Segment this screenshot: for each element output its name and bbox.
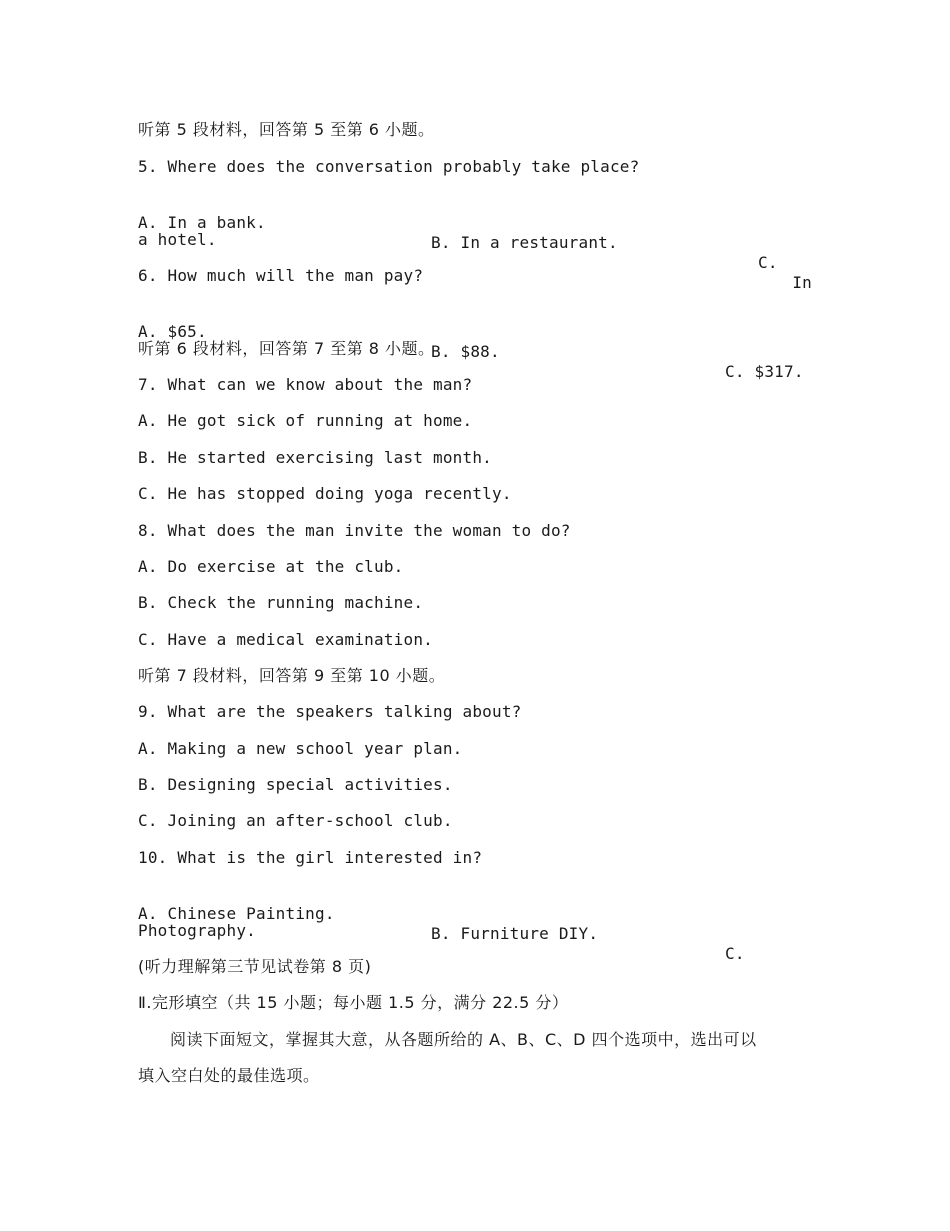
question-10: 10. What is the girl interested in? xyxy=(138,848,483,867)
question-5-options xyxy=(138,193,818,313)
option-c-continued: Photography. xyxy=(138,921,256,940)
option-b: B. $88. xyxy=(431,342,500,361)
option-a: A. He got sick of running at home. xyxy=(138,411,473,430)
option-c: C. He has stopped doing yoga recently. xyxy=(138,484,512,503)
option-c-start: In xyxy=(792,273,812,292)
option-b: B. In a restaurant. xyxy=(431,233,618,252)
question-7: 7. What can we know about the man? xyxy=(138,375,473,394)
question-6: 6. How much will the man pay? xyxy=(138,266,424,285)
option-c-letter: C. xyxy=(758,253,778,272)
option-a: A. Making a new school year plan. xyxy=(138,739,463,758)
option-c-continued: a hotel. xyxy=(138,230,217,249)
section-heading-5: 听第 5 段材料，回答第 5 至第 6 小题。 xyxy=(138,120,435,139)
option-a: A. $65. xyxy=(138,322,207,341)
part-2-instruction-continued: 填入空白处的最佳选项。 xyxy=(138,1066,320,1085)
option-b: B. Check the running machine. xyxy=(138,593,424,612)
question-8: 8. What does the man invite the woman to do? xyxy=(138,521,571,540)
listening-note: (听力理解第三节见试卷第 8 页) xyxy=(138,957,372,976)
option-c: C. Have a medical examination. xyxy=(138,630,433,649)
part-2-instruction: 阅读下面短文，掌握其大意，从各题所给的 A、B、C、D 四个选项中，选出可以 xyxy=(170,1030,757,1049)
option-c: C. $317. xyxy=(725,362,804,381)
question-9: 9. What are the speakers talking about? xyxy=(138,702,522,721)
part-2-title: Ⅱ.完形填空（共 15 小题；每小题 1.5 分，满分 22.5 分） xyxy=(138,993,569,1012)
question-5: 5. Where does the conversation probably take place? xyxy=(138,157,640,176)
option-b: B. Furniture DIY. xyxy=(431,924,599,943)
option-a: A. In a bank. xyxy=(138,213,266,232)
section-heading-6: 听第 6 段材料，回答第 7 至第 8 小题。 xyxy=(138,339,435,358)
option-b: B. He started exercising last month. xyxy=(138,448,492,467)
option-a: A. Do exercise at the club. xyxy=(138,557,404,576)
option-a: A. Chinese Painting. xyxy=(138,904,335,923)
option-b: B. Designing special activities. xyxy=(138,775,453,794)
section-heading-7: 听第 7 段材料，回答第 9 至第 10 小题。 xyxy=(138,666,446,685)
option-c: C. Joining an after-school club. xyxy=(138,811,453,830)
option-c-letter: C. xyxy=(725,944,745,963)
